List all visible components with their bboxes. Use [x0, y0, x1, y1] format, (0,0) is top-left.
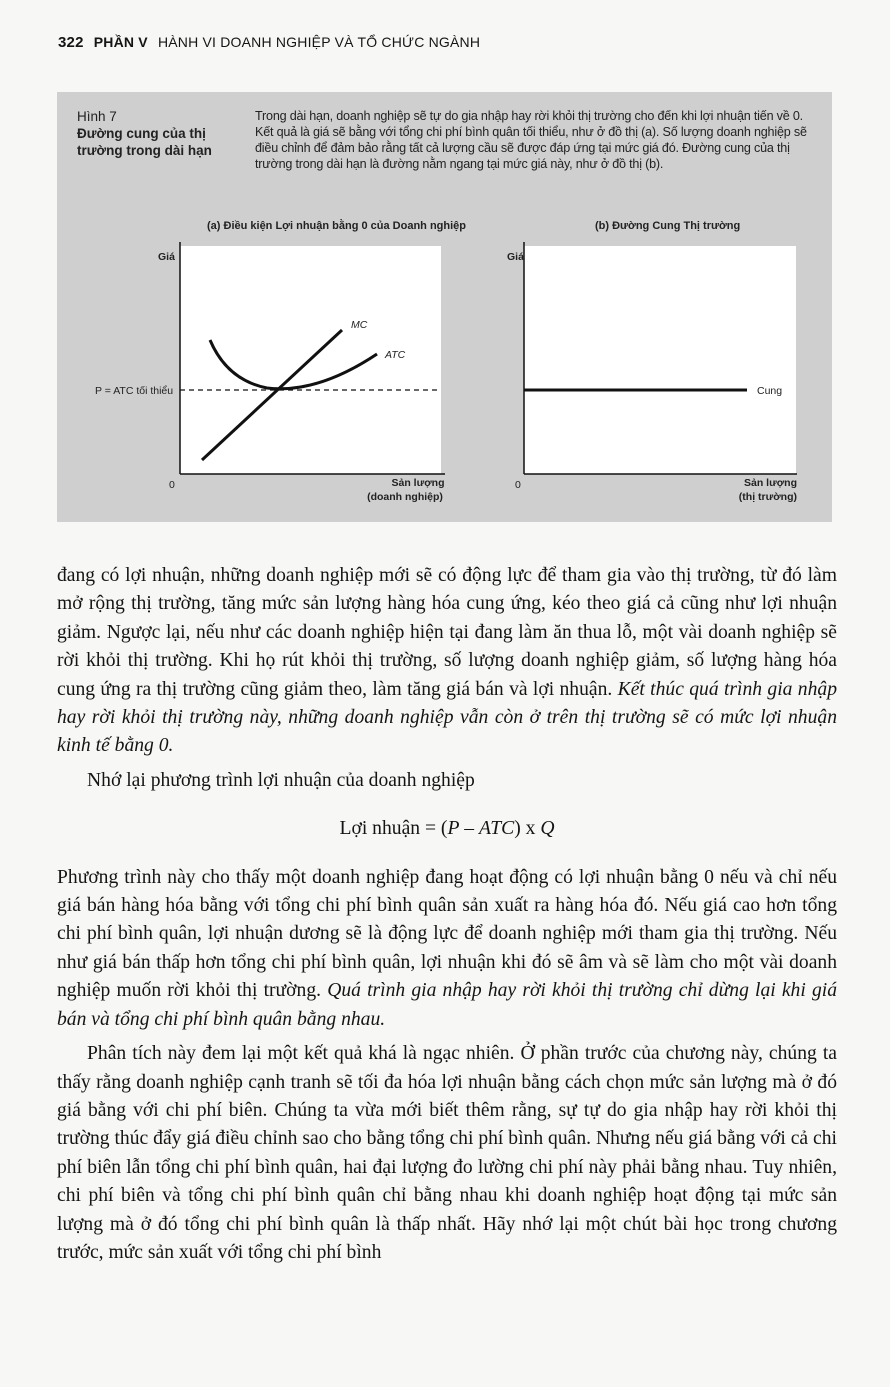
paragraph-4: Phân tích này đem lại một kết quả khá là ngạc nhiên. Ở phần trước của chương này, chúng ta thấy rằng doanh nghiệp cạnh tranh sẽ tối đa hóa lợi nhuận bằng cách chọn mức sản lượng mà ở đó giá bằng với chi phí biên. Chúng ta vừa mới biết thêm rằng, sự tự do gia nhập hay rời khỏi thị trường thúc đẩy giá điều chỉnh sao cho bằng tổng chi phí bình quân. Nhưng nếu giá bằng với cả chi phí biên lẫn tổng chi phí bình quân, hai đại lượng đo lường chi phí này phải bằng nhau. Tuy nhiên, chi phí biên và tổng chi phí bình quân chỉ bằng nhau khi doanh nghiệp hoạt động tại mức sản lượng mà ở đó tổng chi phí bình quân là thấp nhất. Hãy nhớ lại một chút bài học trong chương trước, mức sản xuất với tổng chi phí bình: [57, 1043, 837, 1263]
panel-a-xlabel-line2: (doanh nghiệp): [367, 491, 443, 503]
formula-prefix: Lợi nhuận = (: [339, 818, 448, 840]
panel-b-plot-area: [524, 246, 796, 474]
paragraph-3-text: Phương trình này cho thấy một doanh nghiệp đang hoạt động có lợi nhuận bằng 0 nếu và chỉ nếu giá bán hàng hóa bằng với tổng chi phí bình quân sản xuất ra hàng hóa đó. Nếu giá cao hơn tổng chi phí bình quân, lợi nhuận dương sẽ là động lực để doanh nghiệp mới tham gia thị trường. Nếu như giá bán thấp hơn tổng chi phí bình quân, lợi nhuận khi đó sẽ âm và sẽ làm cho một vài doanh nghiệp muốn rời khỏi thị trường.: [57, 866, 837, 1002]
panel-a-title: (a) Điều kiện Lợi nhuận bằng 0 của Doanh nghiệp: [207, 220, 467, 232]
paragraph-3: [57, 864, 837, 1034]
panel-b-ylabel: Giá: [507, 251, 524, 263]
formula-q: Q: [540, 818, 555, 840]
part-label: PHẦN V: [93, 34, 148, 50]
figure-title: Đường cung của thị trường trong dài hạn: [77, 126, 212, 158]
paragraph-1-emphasis: Kết thúc quá trình gia nhập hay rời khỏi thị trường này, những doanh nghiệp vẫn còn ở trên thị trường sẽ có mức lợi nhuận kinh tế bằng 0.: [57, 678, 837, 757]
mc-label: MC: [351, 319, 368, 331]
chapter-title: HÀNH VI DOANH NGHIỆP VÀ TỔ CHỨC NGÀNH: [157, 34, 481, 50]
formula-mid: ) x: [514, 818, 541, 840]
panel-b: [507, 220, 797, 503]
running-header: [58, 34, 480, 51]
panel-a: [95, 219, 466, 503]
figure-caption: Trong dài hạn, doanh nghiệp sẽ tự do gia nhập hay rời khỏi thị trường cho đến khi lợi nhuận tiến về 0. Kết quả là giá sẽ bằng với tổng chi phí bình quân tối thiểu, như ở đồ thị (a). Số lượng doanh nghiệp sẽ điều chỉnh để đảm bảo rằng tất cả lượng cầu sẽ được đáp ứng tại mức giá đó. Đường cung của thị trường trong dài hạn là đường nằm ngang tại mức giá này, như ở đồ thị (b).: [255, 109, 807, 171]
paragraph-1-text: đang có lợi nhuận, những doanh nghiệp mới sẽ có động lực để tham gia vào thị trường, từ đó làm mở rộng thị trường, tăng mức sản lượng hàng hóa cung ứng, kéo theo giá cả cũng như lợi nhuận giảm. Ngược lại, nếu như các doanh nghiệp hiện tại đang làm ăn thua lỗ, một vài doanh nghiệp sẽ rời khỏi thị trường. Khi họ rút khỏi thị trường, số lượng doanh nghiệp giảm, số lượng hàng hóa cung ứng ra thị trường cũng giảm theo, làm tăng giá bán và lợi nhuận.: [57, 565, 837, 700]
paragraph-3-emphasis: Quá trình gia nhập hay rời khỏi thị trường chỉ dừng lại khi giá bán và tổng chi phí bình quân bằng nhau.: [57, 980, 837, 1030]
figure-charts: [57, 92, 832, 522]
formula-p: P: [447, 818, 460, 840]
paragraph-2: Nhớ lại phương trình lợi nhuận của doanh nghiệp: [87, 769, 475, 791]
panel-a-origin: 0: [169, 479, 175, 491]
atc-label: ATC: [385, 349, 406, 361]
panel-a-xlabel-line1: Sản lượng: [391, 477, 445, 489]
formula-minus: –: [459, 818, 479, 840]
panel-b-title: (b) Đường Cung Thị trường: [595, 220, 741, 232]
panel-a-ylabel: Giá: [158, 251, 175, 263]
figure-box: [57, 92, 832, 522]
panel-b-xlabel-line1: Sản lượng: [744, 477, 797, 489]
body-text: [57, 562, 837, 1267]
panel-b-origin: 0: [515, 479, 521, 491]
formula-atc: ATC: [479, 818, 515, 840]
supply-label: Cung: [757, 385, 783, 397]
paragraph-1: [57, 562, 837, 761]
price-label: P = ATC tối thiểu: [95, 385, 174, 397]
profit-formula: [57, 815, 837, 843]
figure-number: Hình 7: [77, 109, 117, 124]
panel-b-xlabel-line2: (thị trường): [738, 491, 797, 503]
page-number: 322: [58, 34, 84, 51]
